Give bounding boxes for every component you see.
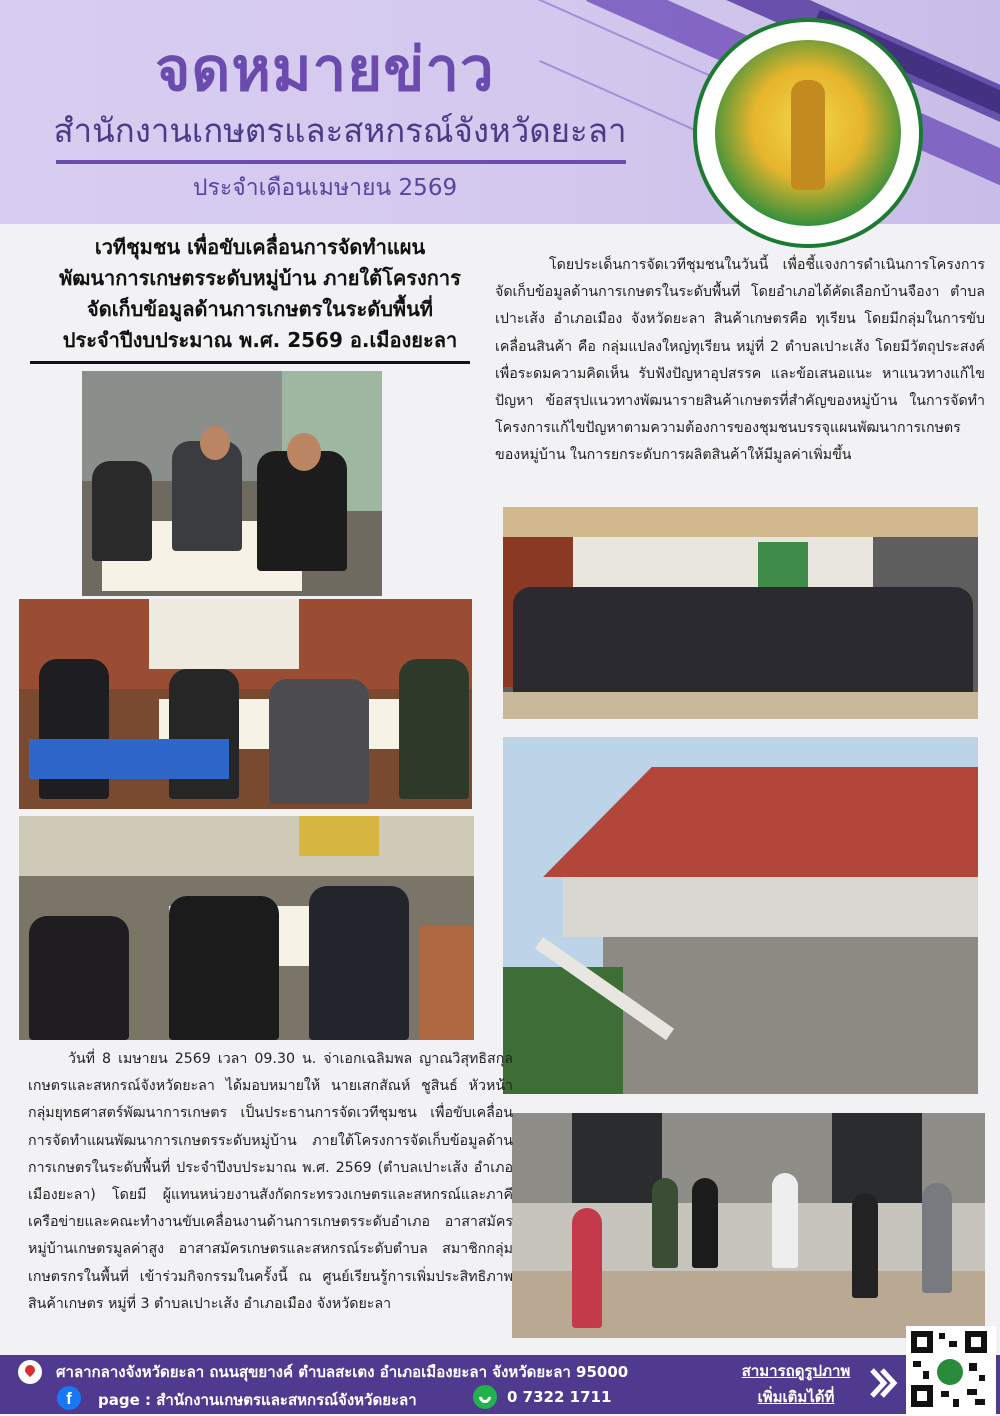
qr-module xyxy=(923,1371,929,1379)
qr-module xyxy=(967,1389,977,1395)
article-headline xyxy=(30,232,490,356)
facebook-page-link[interactable]: page : สำนักงานเกษตรและสหกรณ์จังหวัดยะลา xyxy=(98,1391,417,1409)
location-pin-icon xyxy=(18,1360,42,1384)
photo-meeting-table xyxy=(82,371,382,596)
article-paragraph-left: วันที่ 8 เมษายน 2569 เวลา 09.30 น. จ่าเอกเฉลิมพล ญาณวิสุทธิสกุล เกษตรและสหกรณ์จังหวัดยะลา ได้มอบหมายให้ นายเสกสัณห์ ชูสินธ์ หัวหน้ากลุ่มยุทธศาสตร์พัฒนาการเกษตร เป็นประธานการจัดเวทีชุมชน เพื่อขับเคลื่อนการจัดทำแผนพัฒนาการเกษตรระดับหมู่บ้าน ภายใต้โครงการจัดเก็บข้อมูลด้านการเกษตรในระดับพื้นที่ ประจำปีงบประมาณ พ.ศ. 2569 (ตำบลเปาะเส้ง อำเภอเมืองยะลา) โดยมี ผู้แทนหน่วยงานสังกัดกระทรวงเกษตรและสหกรณ์และภาคีเครือข่ายและคณะทำงานขับเคลื่อนงานด้านการเกษตรระดับอำเภอ อาสาสมัครหมู่บ้านเกษตรมูลค่าสูง อาสาสมัครเกษตรและสหกรณ์ระดับตำบล สมาชิกกลุ่มเกษตรกรในพื้นที่ เข้าร่วมกิจกรรมในครั้งนี้ ณ ศูนย์เรียนรู้การเพิ่มประสิทธิภาพสินค้าเกษตร หมู่ที่ 3 ตำบลเปาะเส้ง อำเภอเมือง จังหวัดยะลา xyxy=(28,1051,513,1312)
photo-person xyxy=(922,1183,952,1293)
phone-handset-shape xyxy=(477,1389,494,1406)
ministry-seal-logo xyxy=(693,18,923,248)
qr-code[interactable] xyxy=(906,1326,996,1416)
seal-deity-figure xyxy=(791,80,825,190)
location-pin-shape xyxy=(23,1363,37,1377)
more-photos-line: สามารถดูรูปภาพ xyxy=(741,1362,851,1380)
photo-community-meeting xyxy=(19,816,474,1040)
qr-center-logo xyxy=(937,1359,963,1385)
headline-line: เวทีชุมชน เพื่อขับเคลื่อนการจัดทำแผน xyxy=(94,235,426,259)
office-name: สำนักงานเกษตรและสหกรณ์จังหวัดยะลา xyxy=(53,111,627,150)
phone-number[interactable]: 0 7322 1711 xyxy=(507,1388,612,1406)
qr-finder-inner xyxy=(917,1337,927,1347)
qr-finder-inner xyxy=(971,1337,981,1347)
photo-head xyxy=(287,433,321,471)
qr-module xyxy=(975,1399,985,1405)
qr-finder-inner xyxy=(917,1391,927,1401)
photo-table xyxy=(503,692,978,719)
seal-emblem xyxy=(715,40,901,226)
more-photos-line: เพิ่มเติมได้ที่ xyxy=(757,1388,835,1406)
newsletter-title: จดหมายข่าว xyxy=(155,35,495,105)
qr-module xyxy=(941,1391,949,1397)
photo-deck xyxy=(563,877,978,937)
photo-brick-pile xyxy=(419,926,474,1040)
qr-module xyxy=(939,1333,945,1339)
photo-site-visit xyxy=(512,1113,985,1338)
photo-blue-chairs xyxy=(29,739,229,779)
qr-module xyxy=(953,1399,959,1407)
header-divider xyxy=(56,160,626,164)
photo-person xyxy=(309,886,409,1040)
photo-person xyxy=(852,1193,878,1298)
qr-module xyxy=(969,1363,977,1371)
photo-person xyxy=(652,1178,678,1268)
photo-pavilion xyxy=(503,737,978,1094)
more-photos-link[interactable] xyxy=(736,1358,856,1410)
photo-roof xyxy=(543,767,978,877)
issue-month: ประจำเดือนเมษายน 2569 xyxy=(192,175,458,201)
photo-person xyxy=(399,659,469,799)
headline-line: พัฒนาการเกษตรระดับหมู่บ้าน ภายใต้โครงการ xyxy=(59,266,461,290)
photo-person xyxy=(572,1208,602,1328)
photo-person xyxy=(169,896,279,1040)
photo-person xyxy=(92,461,152,561)
office-address: ศาลากลางจังหวัดยะลา ถนนสุขยางค์ ตำบลสะเตง อำเภอเมืองยะลา จังหวัดยะลา 95000 xyxy=(56,1363,629,1381)
photo-gate xyxy=(832,1113,922,1203)
photo-person xyxy=(169,669,239,799)
photo-background xyxy=(19,816,474,876)
photo-banner xyxy=(149,599,299,669)
photo-crowd xyxy=(513,587,973,697)
double-chevron-right-icon[interactable] xyxy=(866,1366,900,1400)
photo-person xyxy=(269,679,369,804)
photo-ceiling xyxy=(503,507,978,537)
photo-meeting-room xyxy=(19,599,472,809)
headline-line: ประจำปีงบประมาณ พ.ศ. 2569 อ.เมืองยะลา xyxy=(62,328,458,352)
facebook-icon[interactable]: f xyxy=(57,1386,81,1410)
headline-divider xyxy=(30,361,470,364)
qr-module xyxy=(979,1375,985,1381)
photo-excavator xyxy=(299,816,379,856)
photo-person xyxy=(692,1178,718,1268)
phone-icon xyxy=(473,1385,497,1409)
photo-group xyxy=(503,507,978,719)
qr-module xyxy=(949,1341,957,1347)
photo-concrete-base xyxy=(603,937,978,1094)
photo-person xyxy=(772,1173,798,1268)
qr-module xyxy=(913,1361,921,1367)
article-paragraph-right: โดยประเด็นการจัดเวทีชุมชนในวันนี้ เพื่อชี้แจงการดำเนินการโครงการจัดเก็บข้อมูลด้านการเกษตรในระดับพื้นที่ โดยอำเภอได้คัดเลือกบ้านจืองา ตำบลเปาะเส้ง อำเภอเมือง จังหวัดยะลา สินค้าเกษตรคือ ทุเรียน โดยมีกลุ่มในการขับเคลื่อนสินค้า คือ กลุ่มแปลงใหญ่ทุเรียน หมู่ที่ 2 ตำบลเปาะเส้ง โดยมีวัตถุประสงค์เพื่อระดมความคิดเห็น รับฟังปัญหาอุปสรรค และข้อเสนอแนะ หาแนวทางแก้ไขปัญหา ข้อสรุปแนวทางพัฒนารายสินค้าเกษตรที่สำคัญของหมู่บ้าน ในการจัดทำโครงการแก้ไขปัญหาตามความต้องการของชุมชนบรรจุแผนพัฒนาการเกษตรของหมู่บ้าน ในการยกระดับการผลิตสินค้าให้มีมูลค่าเพิ่มขึ้น xyxy=(495,257,985,464)
photo-person xyxy=(29,916,129,1040)
photo-gate xyxy=(572,1113,662,1203)
headline-line: จัดเก็บข้อมูลด้านการเกษตรในระดับพื้นที่ xyxy=(87,297,433,321)
photo-head xyxy=(200,426,230,460)
